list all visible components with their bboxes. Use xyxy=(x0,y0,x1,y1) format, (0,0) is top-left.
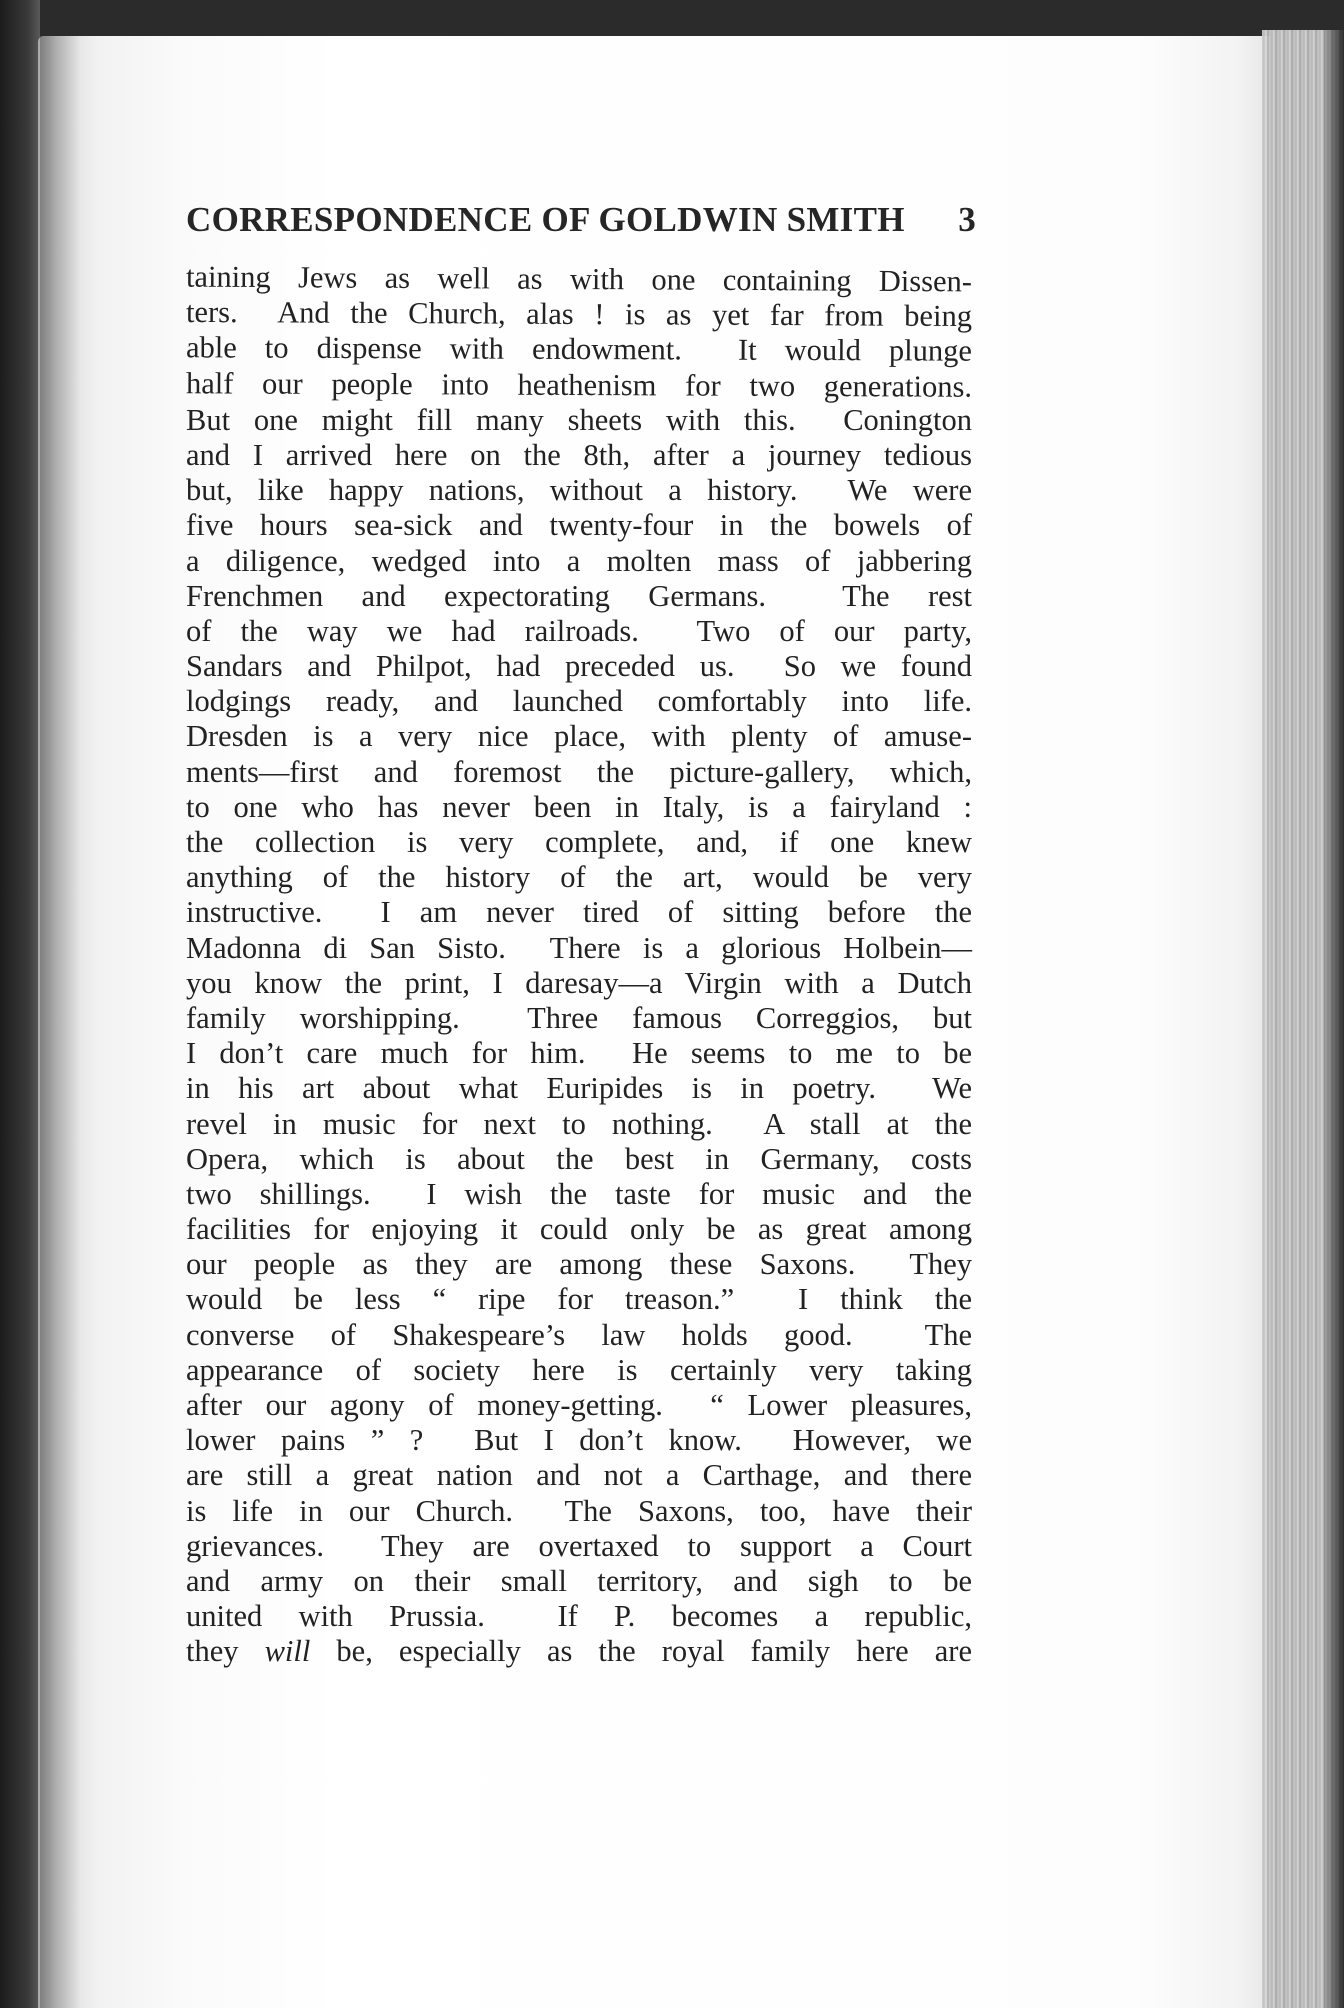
text-line: and army on their small territory, and sigh to be xyxy=(186,1563,972,1598)
text-line: Opera, which is about the best in Germany, costs xyxy=(186,1141,972,1176)
text-line: lower pains ” ? But I don’t know. However, we xyxy=(186,1423,972,1458)
text-line: is life in our Church. The Saxons, too, have their xyxy=(186,1493,972,1528)
text-line-last xyxy=(186,1634,972,1669)
text-line: ters. And the Church, alas ! is as yet far from being xyxy=(185,295,973,334)
text-line: But one might fill many sheets with this. Conington xyxy=(186,402,972,437)
text-line: I don’t care much for him. He seems to me to be xyxy=(186,1036,972,1071)
text-line: but, like happy nations, without a history. We were xyxy=(186,473,972,508)
running-head-title: CORRESPONDENCE OF GOLDWIN SMITH xyxy=(186,200,905,239)
text-line: five hours sea-sick and twenty-four in the bowels of xyxy=(186,508,972,543)
page-edges xyxy=(1262,30,1344,2008)
text-line: Frenchmen and expectorating Germans. The rest xyxy=(186,578,972,613)
text-line: instructive. I am never tired of sitting before the xyxy=(186,895,972,930)
text-line: a diligence, wedged into a molten mass of jabbering xyxy=(186,543,972,578)
gutter-shadow xyxy=(40,36,80,2008)
text-line: grievances. They are overtaxed to support a Court xyxy=(186,1528,972,1563)
text-line: to one who has never been in Italy, is a fairyland : xyxy=(186,789,972,824)
text-line: would be less “ ripe for treason.” I think the xyxy=(186,1282,972,1317)
text-line: facilities for enjoying it could only be as great among xyxy=(186,1212,972,1247)
text-segment: be, especially as the royal family here are xyxy=(310,1634,972,1669)
text-line: of the way we had railroads. Two of our party, xyxy=(186,613,972,648)
text-line: family worshipping. Three famous Correggios, but xyxy=(186,1000,972,1035)
text-line: you know the print, I daresay—a Virgin with a Dutch xyxy=(186,965,972,1000)
text-line: able to dispense with endowment. It would plunge xyxy=(185,330,973,369)
text-line: Sandars and Philpot, had preceded us. So we found xyxy=(186,649,972,684)
text-line: our people as they are among these Saxons. They xyxy=(186,1247,972,1282)
text-segment: they xyxy=(186,1634,265,1669)
italic-word: will xyxy=(264,1634,311,1669)
text-line: Madonna di San Sisto. There is a glorious Holbein— xyxy=(186,930,972,965)
text-line: revel in music for next to nothing. A stall at the xyxy=(186,1106,972,1141)
body-text xyxy=(185,259,973,1670)
running-head xyxy=(186,200,976,248)
text-line: anything of the history of the art, would be very xyxy=(186,860,972,895)
text-line: in his art about what Euripides is in poetry. We xyxy=(186,1071,972,1106)
text-line: Dresden is a very nice place, with plenty of amuse- xyxy=(186,719,972,754)
text-line: half our people into heathenism for two generations. xyxy=(185,365,973,404)
text-line: two shillings. I wish the taste for music and the xyxy=(186,1176,972,1211)
text-line: are still a great nation and not a Carthage, and there xyxy=(186,1458,972,1493)
text-line: and I arrived here on the 8th, after a journey tedious xyxy=(186,437,972,472)
page-number: 3 xyxy=(958,200,976,239)
text-line: appearance of society here is certainly very taking xyxy=(186,1352,972,1387)
text-line: after our agony of money-getting. “ Lower pleasures, xyxy=(186,1388,972,1422)
text-line: united with Prussia. If P. becomes a republic, xyxy=(186,1599,972,1634)
scanner-background-strip xyxy=(0,0,40,2008)
text-line: converse of Shakespeare’s law holds good. The xyxy=(186,1317,972,1352)
text-line: taining Jews as well as with one containing Dissen- xyxy=(185,259,973,299)
text-line: lodgings ready, and launched comfortably into life. xyxy=(186,684,972,719)
text-line: the collection is very complete, and, if one knew xyxy=(186,825,972,859)
text-line: ments—first and foremost the picture-gallery, which, xyxy=(186,754,972,789)
